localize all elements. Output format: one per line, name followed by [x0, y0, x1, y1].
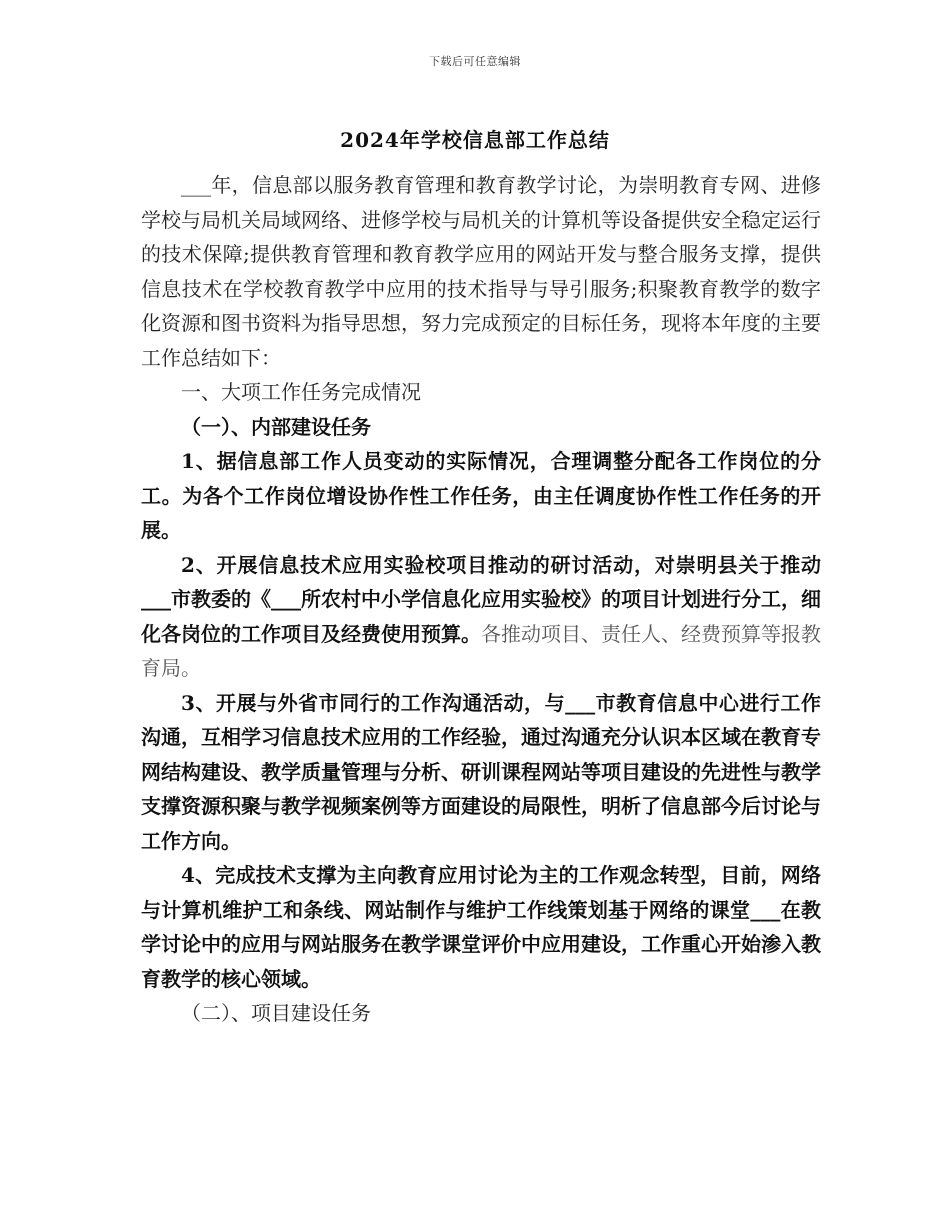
item-2-normal-text: 各推动项目、责任人、经费预算等报教育局。 [141, 621, 821, 680]
section-heading-1: 一、大项工作任务完成情况 [181, 380, 421, 404]
header-note: 下载后可任意编辑 [429, 55, 521, 68]
document-title: 2024年学校信息部工作总结 [340, 128, 610, 152]
item-3-paragraph: 3、开展与外省市同行的工作沟通活动，与___市教育信息中心进行工作沟通，互相学习信息技术应用的工作经验，通过沟通充分认识本区域在教育专网结构建设、教学质量管理与分析、研训课程网站等项目建设的先进性与教学支撑资源积聚与教学视频案例等方面建设的局限性，明析了信息部今后讨论与工作方向。 [141, 690, 821, 853]
document-body [141, 168, 821, 1031]
subsection-heading-1: （一）、内部建设任务 [181, 414, 371, 439]
subsection-heading-2: （二）、项目建设任务 [181, 1001, 371, 1025]
item-2-paragraph [141, 548, 821, 686]
intro-paragraph: ___年，信息部以服务教育管理和教育教学讨论，为崇明教育专网、进修学校与局机关局域网络、进修学校与局机关的计算机等设备提供安全稳定运行的技术保障;提供教育管理和教育教学应用的网站开发与整合服务支撑，提供信息技术在学校教育教学中应用的技术指导与导引服务;积聚教育教学的数字化资源和图书资料为指导思想，努力完成预定的目标任务，现将本年度的主要工作总结如下： [141, 173, 821, 370]
item-2-bold-text: 2、开展信息技术应用实验校项目推动的研讨活动，对崇明县关于推动___市教委的《___所农村中小学信息化应用实验校》的项目计划进行分工，细化各岗位的工作项目及经费使用预算。 [141, 552, 821, 646]
item-1-paragraph: 1、据信息部工作人员变动的实际情况，合理调整分配各工作岗位的分工。为各个工作岗位增设协作性工作任务，由主任调度协作性工作任务的开展。 [141, 449, 821, 542]
item-4-paragraph: 4、完成技术支撑为主向教育应用讨论为主的工作观念转型，目前，网络与计算机维护工和条线、网站制作与维护工作线策划基于网络的课堂___在教学讨论中的应用与网站服务在教学课堂评价中应用建设，工作重心开始渗入教育教学的核心领域。 [141, 863, 821, 991]
